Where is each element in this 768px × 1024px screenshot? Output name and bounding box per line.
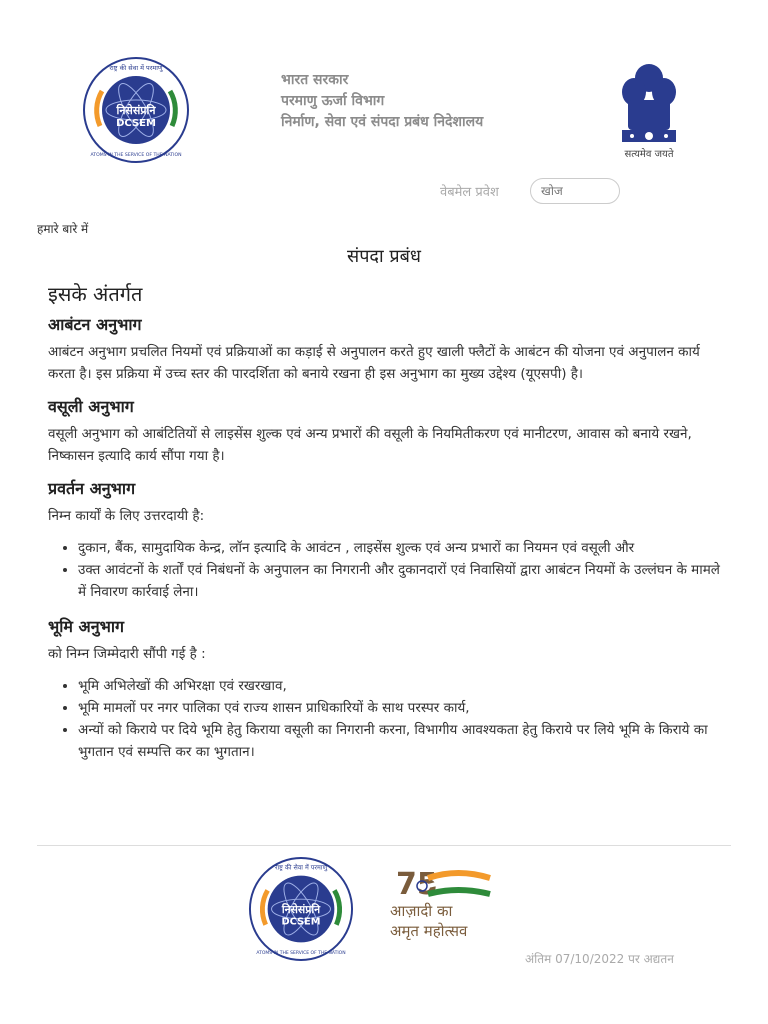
main-content	[48, 280, 728, 775]
amrit-line-2: अमृत महोत्सव	[390, 922, 468, 940]
webmail-link[interactable]: वेबमेल प्रवेश	[440, 185, 499, 200]
government-titles	[281, 70, 483, 133]
gov-line-2: परमाणु ऊर्जा विभाग	[281, 93, 385, 109]
last-updated: अंतिम 07/10/2022 पर अद्यतन	[525, 952, 674, 966]
gov-line-3: निर्माण, सेवा एवं संपदा प्रबंध निदेशालय	[281, 114, 484, 130]
list-item: • भूमि मामलों पर नगर पालिका एवं राज्य शासन प्राधिकारियों के साथ परस्पर कार्य,	[78, 697, 728, 719]
section-text: वसूली अनुभाग को आबंटितियों से लाइसेंस शुल्क एवं अन्य प्रभारों की वसूली के नियमितीकरण एवं मानीटरण, आवास को बनाये रखने, निष्कासन इत्यादि कार्य सौंपा गया है।	[48, 426, 692, 464]
site-header	[0, 0, 768, 215]
enforcement-list	[48, 537, 728, 603]
list-item: • दुकान, बैंक, सामुदायिक केन्द्र, लॉन इत्यादि के आवंटन , लाइसेंस शुल्क एवं अन्य प्रभारों का नियमन एवं वसूली और	[78, 537, 728, 559]
section-recovery	[48, 395, 728, 467]
logo-arc-text: राष्ट्र की सेवा में परमाणु	[109, 64, 163, 72]
list-item: • उक्त आवंटनों के शर्तों एवं निबंधनों के अनुपालन का निगरानी और दुकानदारों एवं निवासियों द्वारा आबंटन नियमों के उल्लंघन के मामले में निवारण कार्रवाई लेना।	[78, 559, 728, 603]
logo-bottom-arc: ATOMS IN THE SERVICE OF THE NATION	[90, 153, 182, 158]
azadi-amrit-mahotsav-logo	[388, 864, 508, 946]
gov-line-1: भारत सरकार	[281, 72, 349, 88]
section-title: वसूली अनुभाग	[48, 397, 134, 416]
logo-arc-text: राष्ट्र की सेवा में परमाणु	[274, 863, 328, 872]
amrit-line-1: आज़ादी का	[390, 902, 453, 920]
amrit-75: 75	[396, 867, 438, 902]
footer-dcsem-logo[interactable]	[248, 856, 354, 962]
footer-divider	[37, 845, 731, 846]
section-text: को निम्न जिम्मेदारी सौंपी गई है :	[48, 646, 206, 662]
dcsem-logo[interactable]	[82, 56, 190, 164]
section-enforcement	[48, 477, 728, 603]
content-heading: इसके अंतर्गत	[48, 282, 143, 306]
logo-abbr-en: DCSEM	[281, 916, 321, 928]
section-title: आबंटन अनुभाग	[48, 315, 142, 334]
section-text: आबंटन अनुभाग प्रचलित नियमों एवं प्रक्रियाओं का कड़ाई से अनुपालन करते हुए खाली फ्लैटों के आबंटन की योजना एवं अनुपालन कार्य करता है। इस प्रक्रिया में उच्च स्तर की पारदर्शिता को बनाये रखना ही इस अनुभाग का मुख्य उद्देश्य (यूएसपी) है।	[48, 344, 700, 382]
search-input[interactable]	[530, 178, 620, 204]
section-title: प्रवर्तन अनुभाग	[48, 479, 136, 498]
nav-about-us[interactable]: हमारे बारे में	[37, 222, 89, 236]
logo-bottom-arc: ATOMS IN THE SERVICE OF THE NATION	[256, 951, 346, 957]
section-allotment	[48, 313, 728, 385]
logo-abbr-en: DCSEM	[116, 118, 156, 129]
list-item: • अन्यों को किराये पर दिये भूमि हेतु किराया वसूली का निगरानी करना, विभागीय आवश्यकता हेतु किराये पर लिये भूमि के किराये का भुगतान एवं सम्पत्ति कर का भुगतान।	[78, 719, 728, 763]
list-item: • भूमि अभिलेखों की अभिरक्षा एवं रखरखाव,	[78, 675, 728, 697]
logo-abbr-hi: निसेसंप्रनि	[116, 104, 156, 117]
logo-abbr-hi: निसेसंप्रनि	[281, 902, 321, 916]
section-land	[48, 615, 728, 763]
page-title: संपदा प्रबंध	[347, 246, 421, 267]
emblem-motto: सत्यमेव जयते	[624, 149, 674, 160]
section-title: भूमि अनुभाग	[48, 617, 125, 636]
section-text: निम्न कार्यों के लिए उत्तरदायी है:	[48, 508, 205, 524]
land-list	[48, 675, 728, 763]
